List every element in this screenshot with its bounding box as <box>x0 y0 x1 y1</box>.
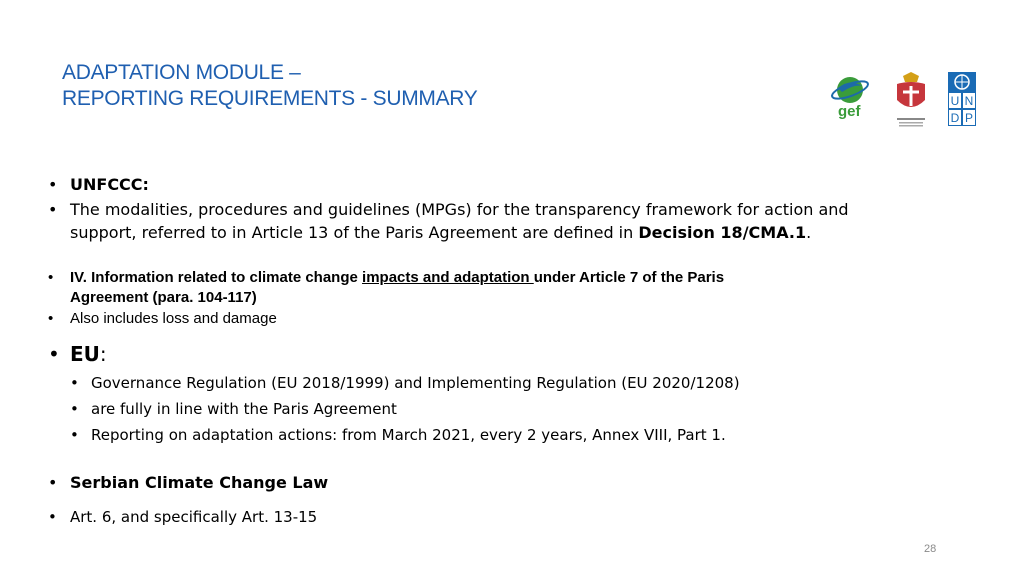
eu-label: EU <box>70 342 100 366</box>
section-iv-a: IV. Information related to climate change <box>70 269 363 286</box>
undp-letter-n: N <box>964 94 974 108</box>
bullet-dot: • <box>70 374 79 392</box>
eu-item-3-text: Reporting on adaptation actions: from March 2021, every 2 years, Annex VIII, Part 1. <box>91 426 726 444</box>
section-iv-c: under Article 7 of the Paris <box>533 269 725 286</box>
bullet-dot: • <box>48 175 58 194</box>
articles-text: Art. 6, and specifically Art. 13-15 <box>70 508 318 526</box>
title-line-1: ADAPTATION MODULE – <box>62 61 301 84</box>
undp-letter-u: U <box>950 94 960 108</box>
bullet-dot: • <box>48 200 58 219</box>
undp-letter-p: P <box>964 111 974 125</box>
bullet-dot: • <box>48 473 58 492</box>
eu-item-2-text: are fully in line with the Paris Agreement <box>91 400 397 418</box>
section-iv-underlined: impacts and adaptation <box>362 269 534 286</box>
section-iv-line-2: Agreement (para. 104-117) <box>70 289 257 306</box>
mpg-text-line-1: The modalities, procedures and guidelines (MPGs) for the transparency framework for action and <box>70 200 849 219</box>
mpg-text-line-2 <box>70 222 811 244</box>
page-number: 28 <box>924 543 937 555</box>
bullet-dot: • <box>48 342 60 366</box>
mpg-text-2c: . <box>806 223 812 242</box>
undp-logo <box>948 72 976 126</box>
bullet-dot: • <box>70 400 79 418</box>
section-iv-line-1 <box>70 268 724 288</box>
bullet-dot: • <box>70 426 79 444</box>
gef-logo-text: gef <box>838 103 861 120</box>
bullet-dot: • <box>48 310 54 327</box>
eu-colon: : <box>99 342 107 366</box>
unfccc-label: UNFCCC: <box>70 175 149 194</box>
bullet-dot: • <box>48 269 54 286</box>
eu-item-1-text: Governance Regulation (EU 2018/1999) and Implementing Regulation (EU 2020/1208) <box>91 374 740 392</box>
gef-logo <box>828 74 872 120</box>
mpg-text-2a: support, referred to in Article 13 of the Paris Agreement are defined in <box>70 223 639 242</box>
loss-damage-text: Also includes loss and damage <box>70 310 277 327</box>
bullet-dot: • <box>48 508 57 526</box>
serbia-coat-of-arms-logo <box>891 70 931 132</box>
decision-ref: Decision 18/CMA.1 <box>638 223 807 242</box>
undp-letter-d: D <box>950 111 960 125</box>
eu-heading <box>70 340 107 368</box>
title-line-2: REPORTING REQUIREMENTS - SUMMARY <box>62 87 478 110</box>
slide-title <box>62 60 478 112</box>
serbian-law-text: Serbian Climate Change Law <box>70 473 329 492</box>
